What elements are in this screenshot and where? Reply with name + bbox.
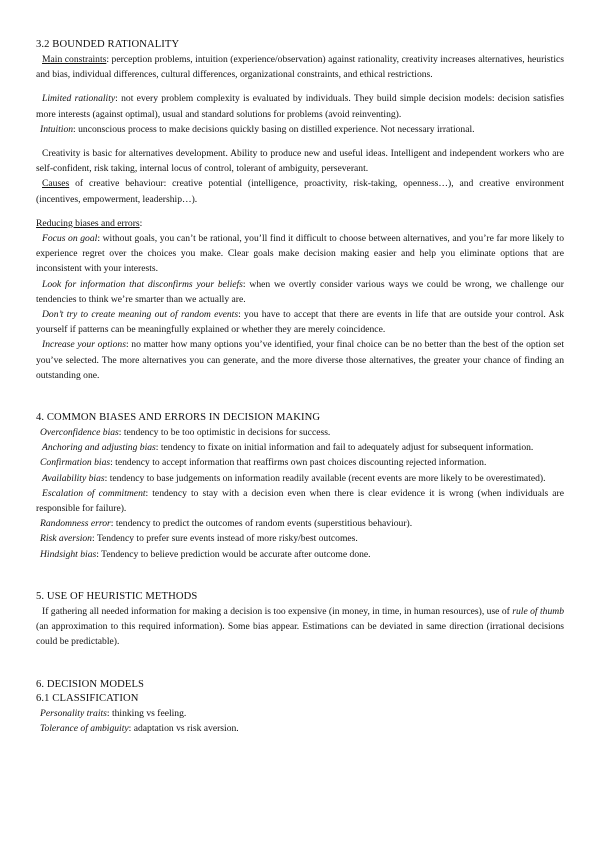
main-constraints-text: : perception problems, intuition (experience/observation) against rationality, creativity increases alternatives, heuristics and bias, individual differences, cultural differences, organizational constraints, and ethical restrictions.	[36, 54, 564, 81]
intuition-text: : unconscious process to make decisions quickly basing on distilled experience. Not necessary irrational.	[73, 123, 475, 135]
bias-label: Anchoring and adjusting bias	[42, 442, 156, 454]
document-page	[36, 38, 564, 736]
increase-text: : no matter how many options you’ve identified, your final choice can be no better than the best of the option set you’ve selected. The more alternatives you can generate, and the more diverse those alternatives, the greater your chance of finding an outstanding one.	[36, 339, 565, 381]
bias-item	[36, 471, 564, 486]
classification-text: : thinking vs feeling.	[106, 707, 187, 719]
bias-label: Hindsight bias	[40, 548, 97, 560]
rule-of-thumb-label: rule of thumb	[512, 605, 564, 617]
paragraph-heuristics	[36, 604, 564, 650]
paragraph-causes	[36, 176, 564, 206]
bias-item	[36, 425, 564, 440]
reducing-biases-label: Reducing biases and errors	[36, 217, 140, 229]
bias-label: Confirmation bias	[40, 457, 111, 469]
subsection-heading-classification: 6.1 CLASSIFICATION	[36, 692, 139, 704]
bias-text: : tendency to base judgements on information readily available (recent events are more likely to be overestimated).	[104, 472, 546, 484]
bias-label: Overconfidence bias	[40, 427, 119, 439]
classification-label: Personality traits	[40, 707, 107, 719]
intuition-label: Intuition	[40, 123, 74, 135]
bias-item	[36, 486, 564, 516]
main-constraints-label: Main constraints	[42, 54, 107, 65]
bias-label: Randomness error	[40, 518, 111, 530]
bias-text: : tendency to be too optimistic in decisions for success.	[118, 427, 331, 439]
paragraph-main-constraints	[36, 52, 564, 82]
classification-label: Tolerance of ambiguity	[40, 722, 129, 734]
bias-item	[36, 455, 564, 470]
increase-label: Increase your options	[42, 339, 126, 351]
limited-rationality-text: : not every problem complexity is evaluated by individuals. They build simple decision models: decision satisfies more interests (against optimal), usual and standard solutions for problems (avoid reinventing).	[36, 93, 564, 120]
bias-label: Availability bias	[42, 472, 105, 484]
section-heading-common-biases: 4. COMMON BIASES AND ERRORS IN DECISION MAKING	[36, 412, 321, 424]
focus-label: Focus on goal	[42, 233, 98, 245]
section-heading-decision-models: 6. DECISION MODELS	[36, 678, 145, 690]
bias-text: : tendency to accept information that reaffirms own past choices discounting rejected information.	[110, 457, 487, 469]
classification-item	[36, 706, 564, 721]
bias-item	[36, 547, 564, 562]
focus-text: : without goals, you can’t be rational, you’ll find it difficult to choose between alternatives, and you’re far more likely to experience regret over the choices you make. Clear goals make decision making easier and help you eliminate options that are inconsistent with your interests.	[36, 233, 564, 275]
reducing-colon: :	[139, 217, 143, 229]
dont-label: Don’t try to create meaning out of random events	[42, 309, 239, 321]
paragraph-intuition	[36, 122, 564, 137]
section-heading-bounded-rationality: 3.2 BOUNDED RATIONALITY	[36, 39, 180, 50]
look-label: Look for information that disconfirms your beliefs	[42, 278, 243, 290]
bias-item	[36, 440, 564, 455]
paragraph-creativity: Creativity is basic for alternatives development. Ability to produce new and useful ideas. Intelligent and independent workers who are self-confident, risk taking, internal locus of control, tolerant of ambiguity, perseverant.	[36, 148, 564, 175]
bias-label: Risk aversion	[40, 533, 92, 545]
bias-text: : tendency to fixate on initial information and fail to adequately adjust for subsequent information.	[155, 442, 534, 454]
bias-item	[36, 516, 564, 531]
paragraph-increase-options	[36, 337, 564, 383]
biases-list	[36, 425, 564, 562]
section-heading-heuristic-methods: 5. USE OF HEURISTIC METHODS	[36, 590, 198, 602]
heuristics-text-b: (an approximation to this required information). Some bias appear. Estimations can be deviated in same direction (irrational decisions could be predictable).	[36, 621, 564, 648]
paragraph-reducing-heading	[36, 216, 564, 231]
bias-label: Escalation of commitment	[42, 487, 146, 499]
paragraph-look-for-information	[36, 277, 564, 307]
look-text: : when we overtly consider various ways we could be wrong, we challenge our tendencies to think we’re smarter than we actually are.	[36, 278, 564, 305]
bias-text: : Tendency to prefer sure events instead of more risky/best outcomes.	[91, 533, 358, 545]
causes-text: of creative behaviour: creative potential (intelligence, proactivity, risk-taking, openness…), and creative environment (incentives, empowerment, leadership…).	[36, 178, 564, 205]
heuristics-text-a: If gathering all needed information for making a decision is too expensive (in money, in time, in human resources), use of	[42, 605, 513, 617]
dont-text: : you have to accept that there are events in life that are outside your control. Ask yourself if patterns can be meaningfully explained or whether they are merely coincidence.	[36, 309, 564, 336]
paragraph-limited-rationality	[36, 91, 564, 121]
classification-item	[36, 721, 564, 736]
bias-item	[36, 531, 564, 546]
classification-text: : adaptation vs risk aversion.	[128, 722, 239, 734]
causes-label: Causes	[42, 178, 70, 190]
paragraph-focus-on-goal	[36, 231, 564, 277]
limited-rationality-label: Limited rationality	[42, 93, 116, 105]
bias-text: : tendency to stay with a decision even when there is clear evidence it is wrong (when individuals are responsible for failure).	[36, 487, 565, 515]
bias-text: : tendency to predict the outcomes of random events (superstitious behaviour).	[110, 518, 413, 530]
paragraph-random-events	[36, 307, 564, 337]
bias-text: : Tendency to believe prediction would be accurate after outcome done.	[96, 548, 371, 560]
